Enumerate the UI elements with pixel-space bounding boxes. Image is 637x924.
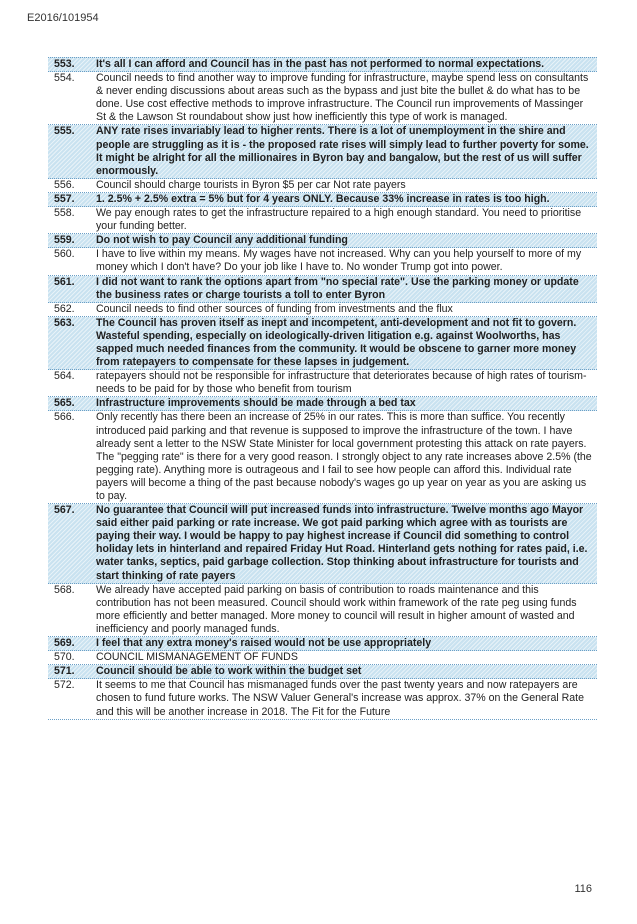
response-text: Council needs to find other sources of funding from investments and the flux bbox=[96, 302, 453, 315]
response-text: I did not want to rank the options apart from "no special rate". Use the parking money or update the business rates or charge tourists a toll to enter Byron bbox=[96, 275, 579, 301]
response-text: Council should charge tourists in Byron $5 per car Not rate payers bbox=[96, 178, 406, 191]
response-row bbox=[48, 276, 597, 303]
response-row bbox=[48, 370, 597, 397]
response-row bbox=[48, 637, 597, 651]
response-text: COUNCIL MISMANAGEMENT OF FUNDS bbox=[96, 651, 298, 664]
response-row bbox=[48, 234, 597, 248]
response-number: 567. bbox=[54, 504, 75, 517]
response-number: 562. bbox=[54, 302, 75, 315]
response-row bbox=[48, 193, 597, 207]
response-text: 1. 2.5% + 2.5% extra = 5% but for 4 years ONLY. Because 33% increase in rates is too high. bbox=[96, 192, 550, 205]
response-number: 571. bbox=[54, 665, 75, 678]
response-number: 569. bbox=[54, 637, 75, 650]
response-text: Council should be able to work within the budget set bbox=[96, 665, 362, 678]
response-number: 570. bbox=[54, 651, 75, 664]
response-number: 565. bbox=[54, 397, 75, 410]
response-number: 560. bbox=[54, 248, 75, 261]
response-text: Only recently has there been an increase of 25% in our rates. This is more than suffice. You recently introduced paid parking and that revenue is supposed to improve the infrastructure of the town. I have already sent a letter to the NSW State Minister for local government protesting this attack on rate payers. The "pegging rate" is there for a very good reason. I strongly object to any rate increases above 2.5% (the pegging rate). Anything more is outrageous and I fail to see how people can afford this. Individual rate payers will become a thing of the past because nobody's wages go up year on year as you are asking us to pay. bbox=[96, 411, 592, 502]
page-number: 116 bbox=[574, 883, 592, 895]
response-number: 553. bbox=[54, 58, 75, 70]
response-number: 564. bbox=[54, 370, 75, 383]
responses-table bbox=[48, 57, 597, 720]
response-number: 554. bbox=[54, 72, 75, 85]
response-text: It seems to me that Council has mismanaged funds over the past twenty years and now ratepayers are chosen to fund future works. The NSW Valuer General's increase was approx. 37% on the General Rate and this will be another increase in 2018. The Fit for the Future bbox=[96, 679, 585, 718]
response-row bbox=[48, 248, 597, 275]
response-text: ANY rate rises invariably lead to higher rents. There is a lot of unemployment in the shire and people are struggling as it is - the proposed rate rises will simply lead to further poverty for some. It might be alright for all the millionaires in Byron bay and bangalow, but the rest of us will suffer enormously. bbox=[96, 125, 589, 177]
response-text: Do not wish to pay Council any additional funding bbox=[96, 234, 348, 247]
response-text: I have to live within my means. My wages have not increased. Why can you help yourself to more of my money which I don't have? Do your job like I have to. No wonder Trump got into power. bbox=[96, 248, 582, 274]
response-text: We already have accepted paid parking on basis of contribution to roads maintenance and this contribution has not been measured. Council should work within framework of the rate peg using funds more efficiently and better managed. More money to council will result in higher amount of wasted and inefficiency and poorly managed funds. bbox=[96, 583, 577, 635]
response-row bbox=[48, 411, 597, 504]
response-row bbox=[48, 207, 597, 234]
response-number: 559. bbox=[54, 234, 75, 247]
response-text: It's all I can afford and Council has in the past has not performed to normal expectations. bbox=[96, 58, 545, 70]
response-row bbox=[48, 665, 597, 679]
response-row bbox=[48, 179, 597, 193]
response-text: No guarantee that Council will put increased funds into infrastructure. Twelve months ago Mayor said either paid parking or rate increase. We got paid parking which agree with as tourists are paying their way. I would be happy to pay highest increase if Council did something to control holiday lets in hinterland and repaired Friday Hut Road. Hinterland gets nothing for rates paid, i.e. water tanks, septics, paid garbage collection. Stop thinking about infrastructure for tourists and start thinking of rate payers bbox=[96, 504, 588, 582]
response-row bbox=[48, 72, 597, 125]
response-text: I feel that any extra money's raised would not be use appropriately bbox=[96, 637, 432, 650]
response-number: 563. bbox=[54, 316, 75, 329]
response-number: 555. bbox=[54, 125, 75, 138]
response-row bbox=[48, 397, 597, 411]
response-text: ratepayers should not be responsible for infrastructure that deteriorates because of high rates of tourism- needs to be paid for by those who benefit from tourism bbox=[96, 370, 587, 396]
response-row bbox=[48, 303, 597, 317]
response-row bbox=[48, 317, 597, 370]
response-number: 557. bbox=[54, 192, 75, 205]
response-number: 561. bbox=[54, 275, 75, 288]
document-reference: E2016/101954 bbox=[27, 12, 99, 24]
response-text: Council needs to find another way to improve funding for infrastructure, maybe spend less on consultants & never ending discussions about areas such as the bypass and just bite the bullet & do what has to be done. Use cost effective methods to improve infrastructure. The Council run improvements of Massinger St & the Lawson St roundabout show just how inefficiently this type of work is managed. bbox=[96, 72, 589, 124]
response-row bbox=[48, 651, 597, 665]
response-text: We pay enough rates to get the infrastructure repaired to a high enough standard. You need to prioritise your funding better. bbox=[96, 207, 582, 233]
response-text: Infrastructure improvements should be made through a bed tax bbox=[96, 397, 416, 410]
response-number: 558. bbox=[54, 207, 75, 220]
response-number: 568. bbox=[54, 583, 75, 596]
response-row bbox=[48, 504, 597, 584]
response-row bbox=[48, 125, 597, 178]
response-row bbox=[48, 584, 597, 637]
response-text: The Council has proven itself as inept and incompetent, anti-development and not fit to govern. Wasteful spending, especially on ideologically-driven litigation e.g. against Woolworths, has sapped much needed finances from the community. It would be obscene to garner more money from ratepayers to compensate for these lapses in judgement. bbox=[96, 316, 577, 369]
response-row bbox=[48, 679, 597, 719]
response-row bbox=[48, 57, 597, 72]
response-number: 566. bbox=[54, 411, 75, 424]
response-number: 572. bbox=[54, 679, 75, 692]
response-number: 556. bbox=[54, 178, 75, 191]
